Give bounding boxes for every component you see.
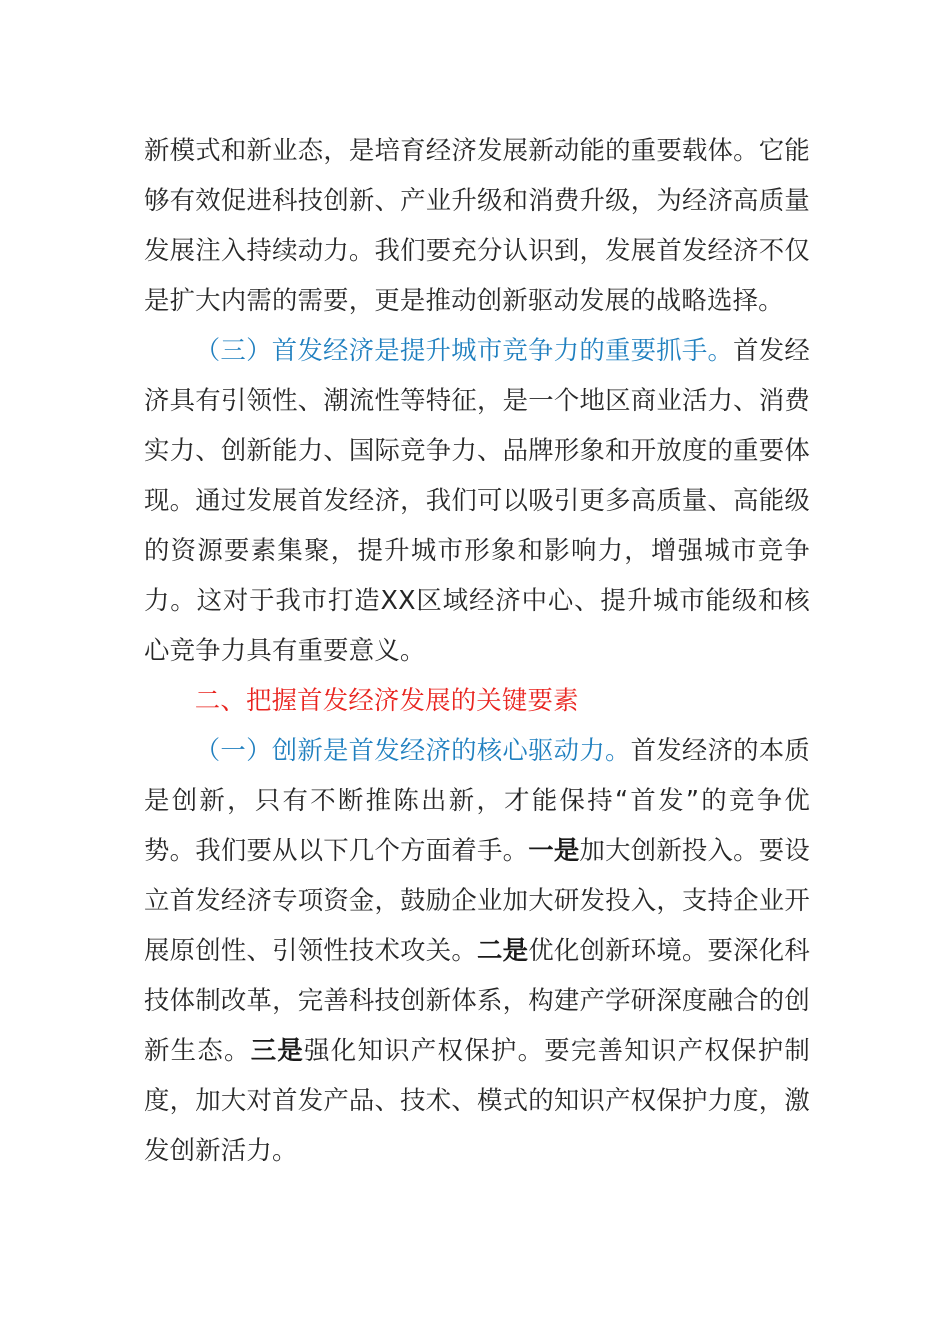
point-text: 强化知识产权保护。要完善知识产权保护制度，加大对首发产品、技术、模式的知识产权保护力度，激发创新活力。 (144, 1035, 810, 1165)
paragraph-subsection-three (144, 325, 810, 675)
paragraph-text: 新模式和新业态，是培育经济发展新动能的重要载体。它能够有效促进科技创新、产业升级和消费升级，为经济高质量发展注入持续动力。我们要充分认识到，发展首发经济不仅是扩大内需的需要，更是推动创新驱动发展的战略选择。 (144, 135, 810, 315)
paragraph-text: 首发经济的本质是创新，只有不断推陈出新，才能保持“首发”的竞争优势。我们要从以下几个方面着手。 (144, 735, 810, 865)
subsection-heading: （三）首发经济是提升城市竞争力的重要抓手。 (194, 335, 734, 365)
paragraph-subsection-one (144, 725, 810, 1175)
point-label: 二是 (477, 935, 529, 965)
point-text: 优化创新环境。要深化科技体制改革，完善科技创新体系，构建产学研深度融合的创新生态。 (144, 935, 810, 1065)
point-label: 三是 (250, 1035, 305, 1065)
point-label: 一是 (528, 835, 580, 865)
document-body (144, 125, 810, 1175)
subsection-heading: （一）创新是首发经济的核心驱动力。 (194, 735, 631, 765)
paragraph-continuation (144, 125, 810, 325)
section-heading: 二、把握首发经济发展的关键要素 (194, 685, 579, 715)
paragraph-text: 首发经济具有引领性、潮流性等特征，是一个地区商业活力、消费实力、创新能力、国际竞争力、品牌形象和开放度的重要体现。通过发展首发经济，我们可以吸引更多高质量、高能级的资源要素集聚，提升城市形象和影响力，增强城市竞争力。这对于我市打造XX区域经济中心、提升城市能级和核心竞争力具有重要意义。 (144, 335, 811, 665)
point-text: 加大创新投入。要设立首发经济专项资金，鼓励企业加大研发投入，支持企业开展原创性、引领性技术攻关。 (144, 835, 810, 965)
